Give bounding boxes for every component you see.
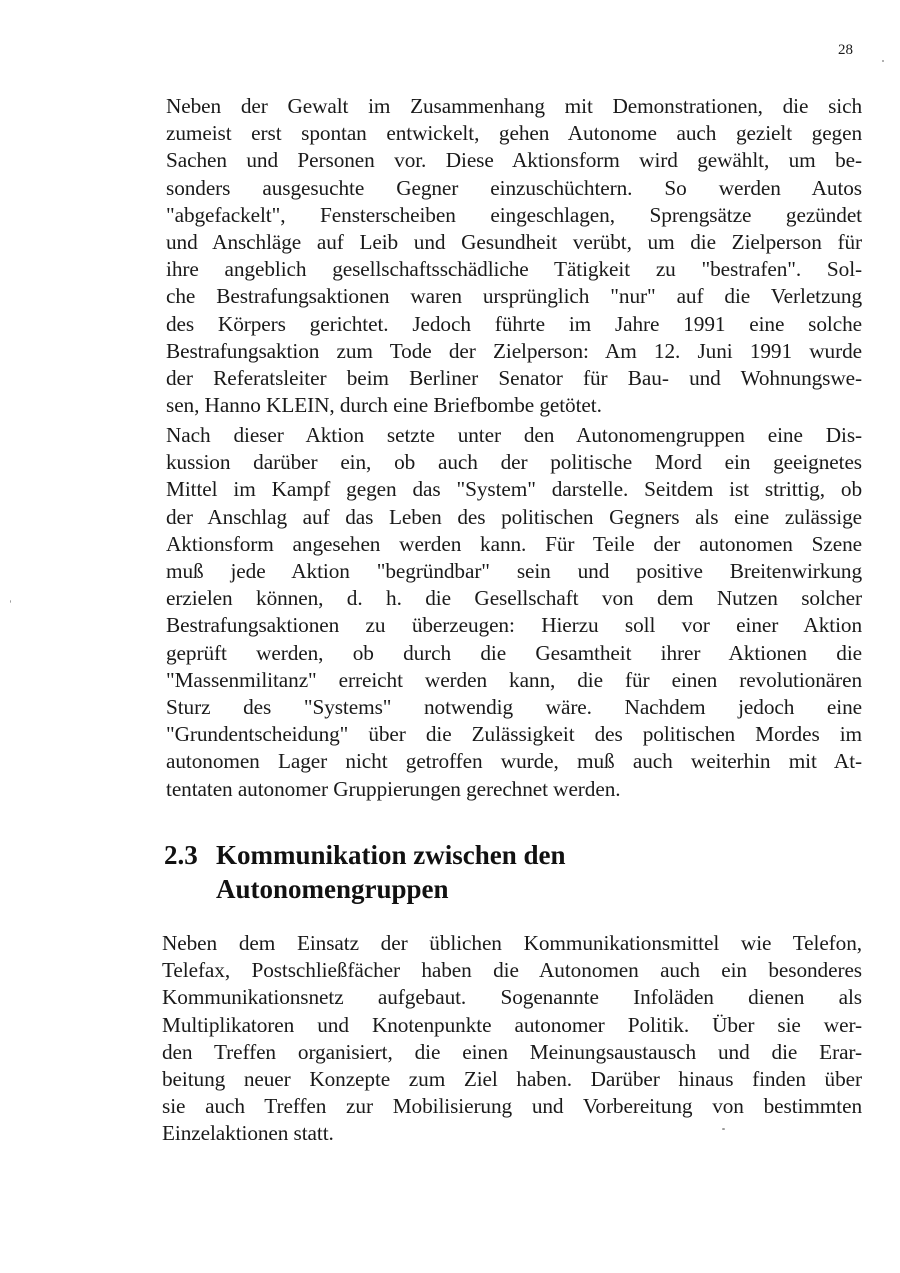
text-line: sie auch Treffen zur Mobilisierung und Vorbereitung von bestimmten — [162, 1094, 862, 1119]
text-line: Einzelaktionen statt. — [162, 1121, 334, 1146]
section-title-line-2: Autonomengruppen — [216, 874, 449, 904]
scan-speck — [722, 1128, 725, 1130]
text-line: che Bestrafungsaktionen waren ursprünglich "nur" auf die Verletzung — [166, 284, 862, 309]
text-line: des Körpers gerichtet. Jedoch führte im Jahre 1991 eine solche — [166, 311, 862, 336]
section-title-line-1: Kommunikation zwischen den — [216, 840, 566, 870]
text-line: der Referatsleiter beim Berliner Senator für Bau- und Wohnungswe- — [166, 366, 862, 391]
text-line: beitung neuer Konzepte zum Ziel haben. Darüber hinaus finden über — [162, 1067, 862, 1092]
text-line: erzielen können, d. h. die Gesellschaft von dem Nutzen solcher — [166, 586, 862, 611]
text-line: muß jede Aktion "begründbar" sein und positive Breitenwirkung — [166, 559, 862, 584]
text-line: Sturz des "Systems" notwendig wäre. Nachdem jedoch eine — [166, 695, 862, 720]
text-line: Kommunikationsnetz aufgebaut. Sogenannte Infoläden dienen als — [162, 985, 862, 1010]
text-line: Nach dieser Aktion setzte unter den Autonomengruppen eine Dis- — [166, 423, 862, 447]
text-line: kussion darüber ein, ob auch der politische Mord ein geeignetes — [166, 450, 862, 475]
text-line: Multiplikatoren und Knotenpunkte autonomer Politik. Über sie wer- — [162, 1012, 862, 1037]
text-line: "Massenmilitanz" erreicht werden kann, die für einen revolutionären — [166, 667, 862, 692]
text-line: der Anschlag auf das Leben des politischen Gegners als eine zulässige — [166, 504, 862, 529]
text-line: Neben dem Einsatz der üblichen Kommunikationsmittel wie Telefon, — [162, 931, 862, 955]
text-line: zumeist erst spontan entwickelt, gehen Autonome auch gezielt gegen — [166, 121, 862, 146]
text-line: Bestrafungsaktionen zu überzeugen: Hierzu soll vor einer Aktion — [166, 613, 862, 638]
text-line: "abgefackelt", Fensterscheiben eingeschlagen, Sprengsätze gezündet — [166, 202, 862, 227]
text-line: Aktionsform angesehen werden kann. Für Teile der autonomen Szene — [166, 531, 862, 556]
paragraph-2 — [166, 422, 862, 803]
text-line: "Grundentscheidung" über die Zulässigkeit des politischen Mordes im — [166, 722, 862, 747]
text-line: sen, Hanno KLEIN, durch eine Briefbombe getötet. — [166, 393, 602, 418]
text-line: ihre angeblich gesellschaftsschädliche Tätigkeit zu "bestrafen". Sol- — [166, 257, 862, 282]
text-line: tentaten autonomer Gruppierungen gerechnet werden. — [166, 776, 621, 801]
scan-speck — [10, 600, 11, 603]
section-number: 2.3 — [164, 840, 198, 870]
text-line: Sachen und Personen vor. Diese Aktionsform wird gewählt, um be- — [166, 148, 862, 173]
text-line: den Treffen organisiert, die einen Meinungsaustausch und die Erar- — [162, 1039, 862, 1064]
paragraph-3 — [162, 930, 862, 1148]
paragraph-1 — [166, 93, 862, 419]
text-line: Mittel im Kampf gegen das "System" darstelle. Seitdem ist strittig, ob — [166, 477, 862, 502]
text-line: sonders ausgesuchte Gegner einzuschüchtern. So werden Autos — [166, 175, 862, 200]
section-heading — [164, 838, 566, 906]
text-line: und Anschläge auf Leib und Gesundheit verübt, um die Zielperson für — [166, 230, 862, 255]
page-number: 28 — [838, 42, 853, 58]
text-line: Telefax, Postschließfächer haben die Autonomen auch ein besonderes — [162, 958, 862, 983]
text-line: Bestrafungsaktion zum Tode der Zielperson: Am 12. Juni 1991 wurde — [166, 338, 862, 363]
text-line: Neben der Gewalt im Zusammenhang mit Demonstrationen, die sich — [166, 94, 862, 118]
text-line: geprüft werden, ob durch die Gesamtheit ihrer Aktionen die — [166, 640, 862, 665]
scan-speck — [882, 60, 884, 62]
text-line: autonomen Lager nicht getroffen wurde, muß auch weiterhin mit At- — [166, 749, 862, 774]
